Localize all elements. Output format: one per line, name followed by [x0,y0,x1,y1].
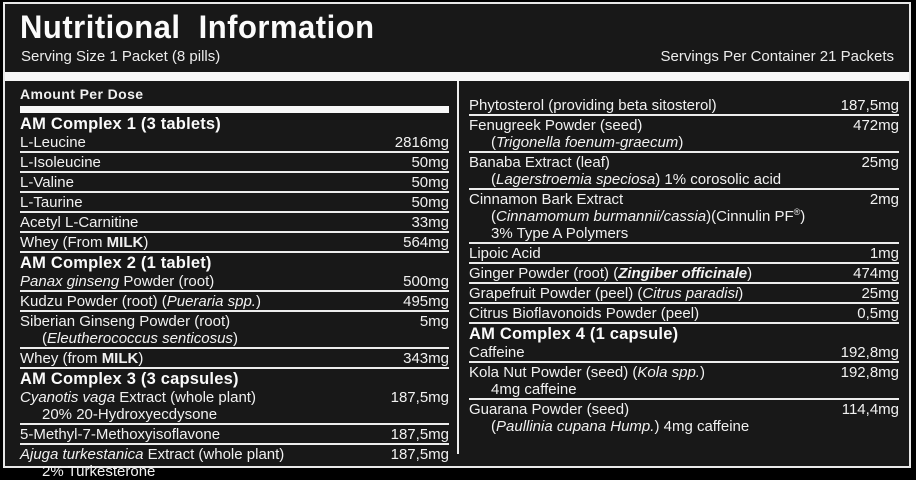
column-right [459,81,909,454]
ingredient-amount: 192,8mg [840,364,899,381]
ingredient-text: ® [793,207,801,217]
ingredient-line [20,154,403,171]
ingredient-name [20,234,395,251]
label-header [5,4,909,66]
ingredient-amount: 2816mg [394,134,449,151]
ingredient-line [20,234,395,251]
ingredient-amount: 564mg [403,234,449,251]
ingredient-name [469,97,833,114]
ingredient-line [20,426,383,443]
ingredient-text: ) [800,208,806,225]
ingredient-amount: 114,4mg [841,401,899,418]
ingredient-row [469,96,899,116]
latin-name-text: Cinnamomum burmannii/cassia [496,208,707,225]
ingredient-line [20,446,383,463]
ingredient-row [469,153,899,190]
ingredient-text: 4mg caffeine [491,381,577,398]
ingredient-row [20,292,449,312]
ingredient-amount: 343mg [403,350,449,367]
ingredient-amount: 187,5mg [390,426,449,443]
ingredient-text: ) 1% corosolic acid [655,171,782,188]
ingredient-line [469,191,862,208]
ingredient-line [469,364,833,381]
ingredient-row [469,284,899,304]
latin-name-text: Citrus paradisi [642,285,739,302]
ingredient-text: Banaba Extract (leaf) [469,154,610,171]
ingredient-name [469,364,833,398]
ingredient-amount: 1mg [869,245,899,262]
ingredient-text: ) [747,265,753,282]
ingredient-name [469,191,862,242]
ingredient-name [469,344,833,361]
ingredient-line [469,97,833,114]
ingredient-text: 5-Methyl-7-Methoxyisoflavone [20,426,221,443]
ingredient-line [20,214,403,231]
ingredient-text: Phytosterol (providing beta sitosterol) [469,97,717,114]
ingredient-amount: 192,8mg [840,344,899,361]
ingredient-row [469,400,899,435]
ingredient-amount: 187,5mg [390,389,449,406]
ingredient-line [469,344,833,361]
ingredient-text: ( [491,134,496,151]
latin-name-text: Paullinia cupana Hump. [496,418,655,435]
ingredient-subline [20,463,383,480]
latin-name-text: Panax ginseng [20,273,120,290]
ingredient-text: ) [143,234,149,251]
ingredient-amount: 33mg [411,214,449,231]
serving-row [21,48,894,66]
ingredient-row [20,173,449,193]
ingredient-text: ( [491,418,496,435]
ingredient-subline [469,225,862,242]
ingredient-line [20,389,383,406]
ingredient-row [20,312,449,349]
ingredient-amount: 474mg [853,265,899,282]
ingredient-subline [20,406,383,423]
ingredient-row [469,343,899,363]
ingredient-text: Citrus Bioflavonoids Powder (peel) [469,305,700,322]
ingredient-text: ) 4mg caffeine [654,418,750,435]
ingredient-line [469,245,862,262]
ingredient-subline [469,171,853,188]
header-divider-bar [5,72,909,81]
ingredient-amount: 50mg [411,194,449,211]
ingredient-row [20,233,449,253]
ingredient-text: ) [255,293,261,310]
ingredient-line [469,117,845,134]
ingredient-row [20,349,449,369]
ingredient-name [469,285,853,302]
ingredient-text: L-Valine [20,174,74,191]
latin-name-text: Zingiber officinale [618,265,748,282]
ingredient-amount: 500mg [403,273,449,290]
ingredient-rows-right [469,96,899,435]
ingredient-amount: 25mg [861,285,899,302]
ingredient-row [20,425,449,445]
ingredient-line [20,313,412,330]
ingredient-name [20,174,403,191]
ingredient-name [20,426,383,443]
ingredient-amount: 495mg [403,293,449,310]
ingredient-line [469,154,853,171]
ingredient-subline [469,208,862,225]
ingredient-name [469,245,862,262]
ingredient-rows-left [20,114,449,480]
servings-per-container-text: Servings Per Container 21 Packets [660,48,894,65]
ingredient-line [20,293,395,310]
ingredient-row [469,363,899,400]
ingredient-row [469,190,899,244]
ingredient-text: Powder (root) [119,273,215,290]
ingredient-text: 20% 20-Hydroxyecdysone [42,406,218,423]
page-title: Nutritional Information [20,9,375,46]
serving-size-text: Serving Size 1 Packet (8 pills) [21,48,221,65]
ingredient-text: MILK [101,350,139,367]
ingredient-name [20,313,412,347]
ingredient-name [469,265,845,282]
latin-name-text: Eleutherococcus senticosus [47,330,233,347]
ingredient-row [469,116,899,153]
ingredient-line [20,273,395,290]
ingredient-text: Fenugreek Powder (seed) [469,117,643,134]
ingredient-name [20,134,387,151]
ingredient-amount: 0,5mg [857,305,899,322]
ingredient-text: Ginger Powder (root) ( [469,265,619,282]
ingredient-amount: 187,5mg [390,446,449,463]
ingredient-text: Whey (from [20,350,102,367]
ingredient-text: ) [738,285,744,302]
ingredient-text: ( [491,208,496,225]
ingredient-subline [469,134,845,151]
ingredient-line [469,265,845,282]
ingredient-text: L-Leucine [20,134,86,151]
ingredient-name [20,273,395,290]
section-header: AM Complex 3 (3 capsules) [20,370,239,388]
latin-name-text: Trigonella foenum-graecum [496,134,679,151]
amount-per-dose-underline-bar [20,106,449,113]
section-header: AM Complex 1 (3 tablets) [20,115,222,133]
ingredient-line [20,194,403,211]
ingredient-subline [469,381,833,398]
ingredient-text: Grapefruit Powder (peel) ( [469,285,643,302]
ingredient-text: Cinnamon Bark Extract [469,191,624,208]
ingredient-text: Kudzu Powder (root) ( [20,293,167,310]
ingredient-name [20,446,383,480]
ingredient-text: ) [678,134,684,151]
ingredient-name [20,154,403,171]
columns-container [5,81,909,480]
ingredient-text: Guarana Powder (seed) [469,401,630,418]
ingredient-text: 2% Turkesterone [42,463,156,480]
ingredient-name [469,154,853,188]
ingredient-amount: 50mg [411,154,449,171]
ingredient-text: ) [699,364,705,381]
ingredient-name [20,214,403,231]
ingredient-text: Lipoic Acid [469,245,541,262]
ingredient-text: )(Cinnulin PF [706,208,794,225]
ingredient-text: ) [138,350,144,367]
ingredient-text: 3% Type A Polymers [491,225,629,242]
ingredient-amount: 50mg [411,174,449,191]
ingredient-amount: 2mg [869,191,899,208]
ingredient-line [469,401,834,418]
ingredient-text: Extract (whole plant) [115,389,256,406]
ingredient-row [20,193,449,213]
nutrition-label [3,2,911,480]
ingredient-text: ) [232,330,238,347]
ingredient-row [469,304,899,324]
ingredient-row [469,264,899,284]
ingredient-amount: 5mg [419,313,449,330]
ingredient-row [20,272,449,292]
ingredient-text: Extract (whole plant) [143,446,285,463]
ingredient-line [20,350,395,367]
latin-name-text: Lagerstroemia speciosa [496,171,656,188]
latin-name-text: Cyanotis vaga [20,389,116,406]
ingredient-row [20,388,449,425]
ingredient-text: ( [42,330,47,347]
ingredient-text: L-Isoleucine [20,154,101,171]
section-header: AM Complex 4 (1 capsule) [469,325,679,343]
ingredient-name [469,401,834,435]
ingredient-name [469,117,845,151]
section-header: AM Complex 2 (1 tablet) [20,254,212,272]
ingredient-text: Whey (From [20,234,107,251]
ingredient-row [469,244,899,264]
amount-per-dose-label: Amount Per Dose [20,86,144,102]
latin-name-text: Pueraria spp. [166,293,256,310]
ingredient-row [20,133,449,153]
latin-name-text: Ajuga turkestanica [20,446,144,463]
ingredient-name [469,305,849,322]
ingredient-text: Kola Nut Powder (seed) ( [469,364,638,381]
ingredient-amount: 25mg [861,154,899,171]
ingredient-name [20,350,395,367]
ingredient-row [20,445,449,480]
ingredient-text: L-Taurine [20,194,83,211]
ingredient-subline [20,330,412,347]
ingredient-row [20,213,449,233]
ingredient-subline [469,418,834,435]
ingredient-amount: 187,5mg [840,97,899,114]
ingredient-line [469,305,849,322]
ingredient-line [20,134,387,151]
ingredient-line [20,174,403,191]
ingredient-row [20,153,449,173]
ingredient-text: Siberian Ginseng Powder (root) [20,313,231,330]
ingredient-amount: 472mg [853,117,899,134]
column-left [5,81,457,480]
ingredient-name [20,389,383,423]
ingredient-name [20,194,403,211]
ingredient-text: ( [491,171,496,188]
latin-name-text: Kola spp. [637,364,700,381]
ingredient-text: MILK [106,234,144,251]
ingredient-name [20,293,395,310]
ingredient-text: Caffeine [469,344,525,361]
ingredient-text: Acetyl L-Carnitine [20,214,139,231]
ingredient-line [469,285,853,302]
